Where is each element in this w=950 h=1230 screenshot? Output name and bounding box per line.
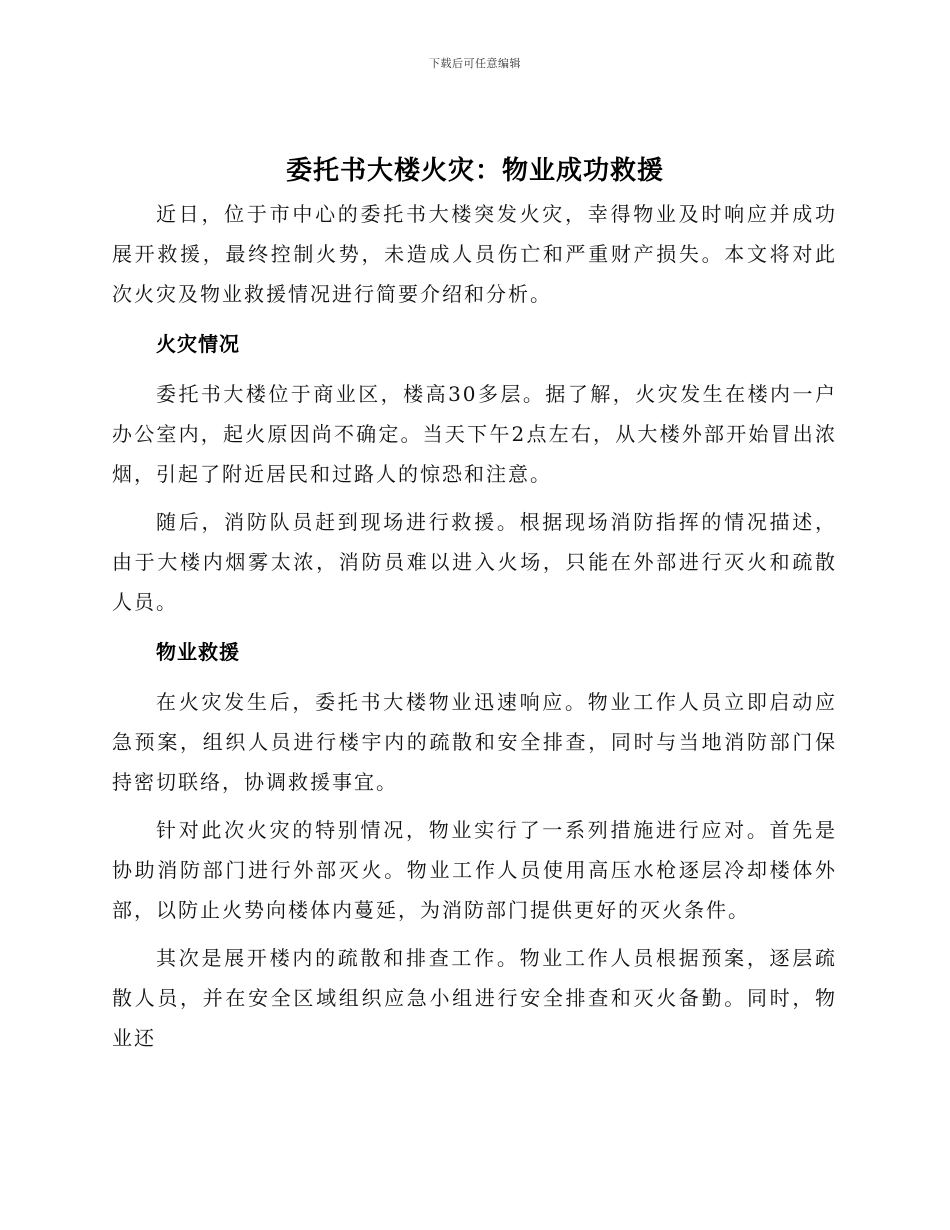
document-title: 委托书大楼火灾：物业成功救援 [285,156,664,186]
property-rescue-paragraph-2: 针对此次火灾的特别情况，物业实行了一系列措施进行应对。首先是协助消防部门进行外部灭火。物业工作人员使用高压水枪逐层冷却楼体外部，以防止火势向楼体内蔓延，为消防部门提供更好的灭火条件。 [112,818,837,922]
property-rescue-paragraph-3: 其次是展开楼内的疏散和排查工作。物业工作人员根据预案，逐层疏散人员，并在安全区域组织应急小组进行安全排查和灭火备勤。同时，物业还 [112,946,837,1050]
fire-situation-paragraph-1: 委托书大楼位于商业区，楼高30多层。据了解，火灾发生在楼内一户办公室内，起火原因尚不确定。当天下午2点左右，从大楼外部开始冒出浓烟，引起了附近居民和过路人的惊恐和注意。 [112,382,837,486]
intro-paragraph: 近日，位于市中心的委托书大楼突发火灾，幸得物业及时响应并成功展开救援，最终控制火势，未造成人员伤亡和严重财产损失。本文将对此次火灾及物业救援情况进行简要介绍和分析。 [112,202,837,306]
section-heading-property-rescue: 物业救援 [156,640,240,664]
header-note: 下载后可任意编辑 [429,57,521,70]
fire-situation-paragraph-2: 随后，消防队员赶到现场进行救援。根据现场消防指挥的情况描述，由于大楼内烟雾太浓，消防员难以进入火场，只能在外部进行灭火和疏散人员。 [112,510,837,614]
document-body [112,194,837,1058]
section-heading-fire-situation: 火灾情况 [156,332,240,356]
property-rescue-paragraph-1: 在火灾发生后，委托书大楼物业迅速响应。物业工作人员立即启动应急预案，组织人员进行楼宇内的疏散和安全排查，同时与当地消防部门保持密切联络，协调救援事宜。 [112,690,837,794]
